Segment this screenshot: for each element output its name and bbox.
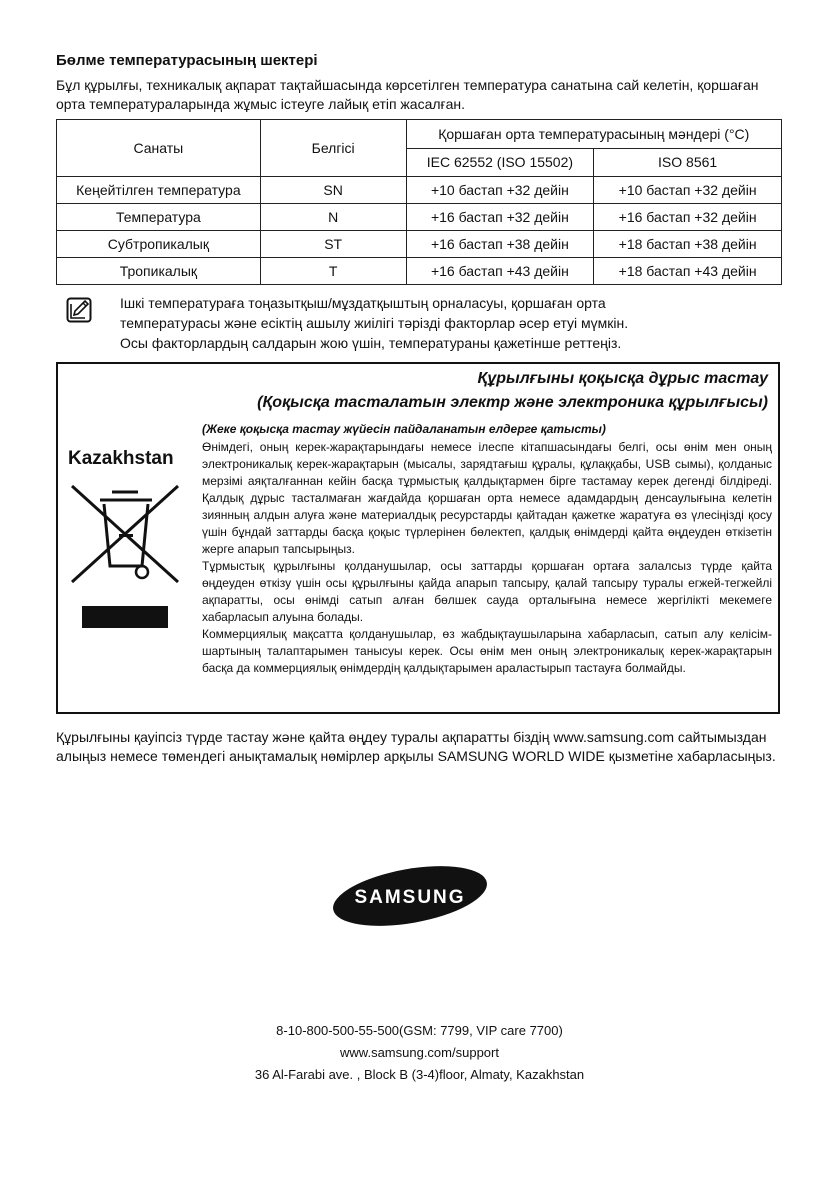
- black-bar: [82, 606, 168, 628]
- footer-url: www.samsung.com/support: [340, 1045, 499, 1060]
- cell-symbol: T: [260, 258, 406, 285]
- note-line: температурасы және есіктің ашылу жиілігі тәрізді факторлар әсер етуі мүмкін.: [120, 315, 629, 331]
- col-header-iso: ISO 8561: [594, 148, 782, 177]
- disposal-subtitle: (Қоқысқа тасталатын электр және электроника құрылғысы): [257, 394, 768, 411]
- crossed-out-wheelie-bin-icon: [70, 482, 182, 588]
- disposal-box: [56, 362, 780, 714]
- note-text: [120, 293, 800, 353]
- cell-category: Кеңейтілген температура: [57, 177, 261, 204]
- cell-iec: +16 бастап +32 дейін: [406, 204, 594, 231]
- col-header-category: Санаты: [57, 120, 261, 177]
- disposal-applicability: (Жеке қоқысқа тастау жүйесін пайдаланатын елдерге қатысты): [202, 422, 606, 436]
- table-row: [57, 258, 782, 285]
- cell-iso: +18 бастап +38 дейін: [594, 231, 782, 258]
- logo-text: SAMSUNG: [354, 887, 466, 908]
- disposal-body: [202, 439, 772, 677]
- footer-address: 36 Al-Farabi ave. , Block B (3-4)floor, Almaty, Kazakhstan: [254, 1067, 585, 1082]
- table-row: [57, 177, 782, 204]
- cell-iec: +16 бастап +43 дейін: [406, 258, 594, 285]
- cell-iso: +16 бастап +32 дейін: [594, 204, 782, 231]
- footer-phone: 8-10-800-500-55-500(GSM: 7799, VIP care 7700): [276, 1023, 563, 1038]
- note-line: Осы факторлардың салдарын жою үшін, температураны қажетінше реттеңіз.: [120, 335, 622, 351]
- note-pencil-icon: [66, 297, 92, 323]
- col-header-symbol: Белгісі: [260, 120, 406, 177]
- cell-iec: +10 бастап +32 дейін: [406, 177, 594, 204]
- cell-iso: +18 бастап +43 дейін: [594, 258, 782, 285]
- cell-category: Субтропикалық: [57, 231, 261, 258]
- disposal-paragraph: Коммерциялық мақсатта қолданушылар, өз жабдықтаушыларына хабарласып, сатып алу келісім-шартының талаптарымен танысуы керек. Осы өнім мен оның электроникалық керек-жарақтарын басқа да коммерциялық өнімдердің қалдықтарымен араластырып тастауға болмайды.: [202, 627, 772, 675]
- contact-info-text: Құрылғыны қауіпсіз түрде тастау және қайта өңдеу туралы ақпаратты біздің www.samsung.com сайтымыздан алыңыз немесе төмендегі анықтамалық нөмірлер арқылы SAMSUNG WORLD WIDE қызметіне хабарласыңыз.: [56, 729, 776, 764]
- section-heading: Бөлме температурасының шектері: [56, 52, 318, 69]
- cell-iso: +10 бастап +32 дейін: [594, 177, 782, 204]
- disposal-paragraph: Өнімдегі, оның керек-жарақтарындағы немесе ілеспе кітапшасындағы белгі, осы өнім мен оның электроникалық керек-жарақтарын (мысалы, зарядтағыш құралы, құлаққабы, USB сымы), қолданыс мерзімі аяқталғаннан кейін басқа тұрмыстық қалдықтармен бірге тастамау керек дегенді білдіреді. Қалдық дұрыс тасталмаған жағдайда қоршаған орта немесе адамдардың денсаулығына келетін зиянның алдын алуға және материалдық ресурстарды қайтадан қажетке жаратуға өз үлесіңізді қосу үшін бұндай заттарды басқа қоқыс түрлерінен бөлектеп, қалдық өнімдерді қайта өңдеуден өткізетін жерге апарып тапсырыңыз.: [202, 440, 772, 556]
- cell-category: Температура: [57, 204, 261, 231]
- cell-category: Тропикалық: [57, 258, 261, 285]
- intro-text: Бұл құрылғы, техникалық ақпарат тақтайшасында көрсетілген температура санатына сай келетін, қоршаған орта температураларында жұмыс істеуге лайық етіп жасалған.: [56, 77, 759, 112]
- table-row: [57, 204, 782, 231]
- cell-symbol: SN: [260, 177, 406, 204]
- disposal-title: Құрылғыны қоқысқа дұрыс тастау: [477, 370, 768, 387]
- disposal-paragraph: Тұрмыстық құрылғыны қолданушылар, осы заттарды қоршаған ортаға залалсыз түрде қайта өңдеуден өткізу үшін осы құрылғыны қайда апарып тапсыру, қалай тапсыру туралы егжей-тегжейлі ақпаратты, осы өнімді сатып алған бөлшек сауда орталығына немесе жергілікті мекемеге хабарласып алуына болады.: [202, 559, 772, 624]
- cell-symbol: N: [260, 204, 406, 231]
- temperature-table: [56, 119, 782, 285]
- col-header-iec: IEC 62552 (ISO 15502): [406, 148, 594, 177]
- table-row: [57, 231, 782, 258]
- cell-symbol: ST: [260, 231, 406, 258]
- col-header-ambient: Қоршаған орта температурасының мәндері (°C): [406, 120, 781, 149]
- country-label: Kazakhstan: [68, 448, 174, 469]
- samsung-logo: [330, 864, 490, 928]
- cell-iec: +16 бастап +38 дейін: [406, 231, 594, 258]
- note-line: Ішкі температураға тоңазытқыш/мұздатқыштың орналасуы, қоршаған орта: [120, 295, 606, 311]
